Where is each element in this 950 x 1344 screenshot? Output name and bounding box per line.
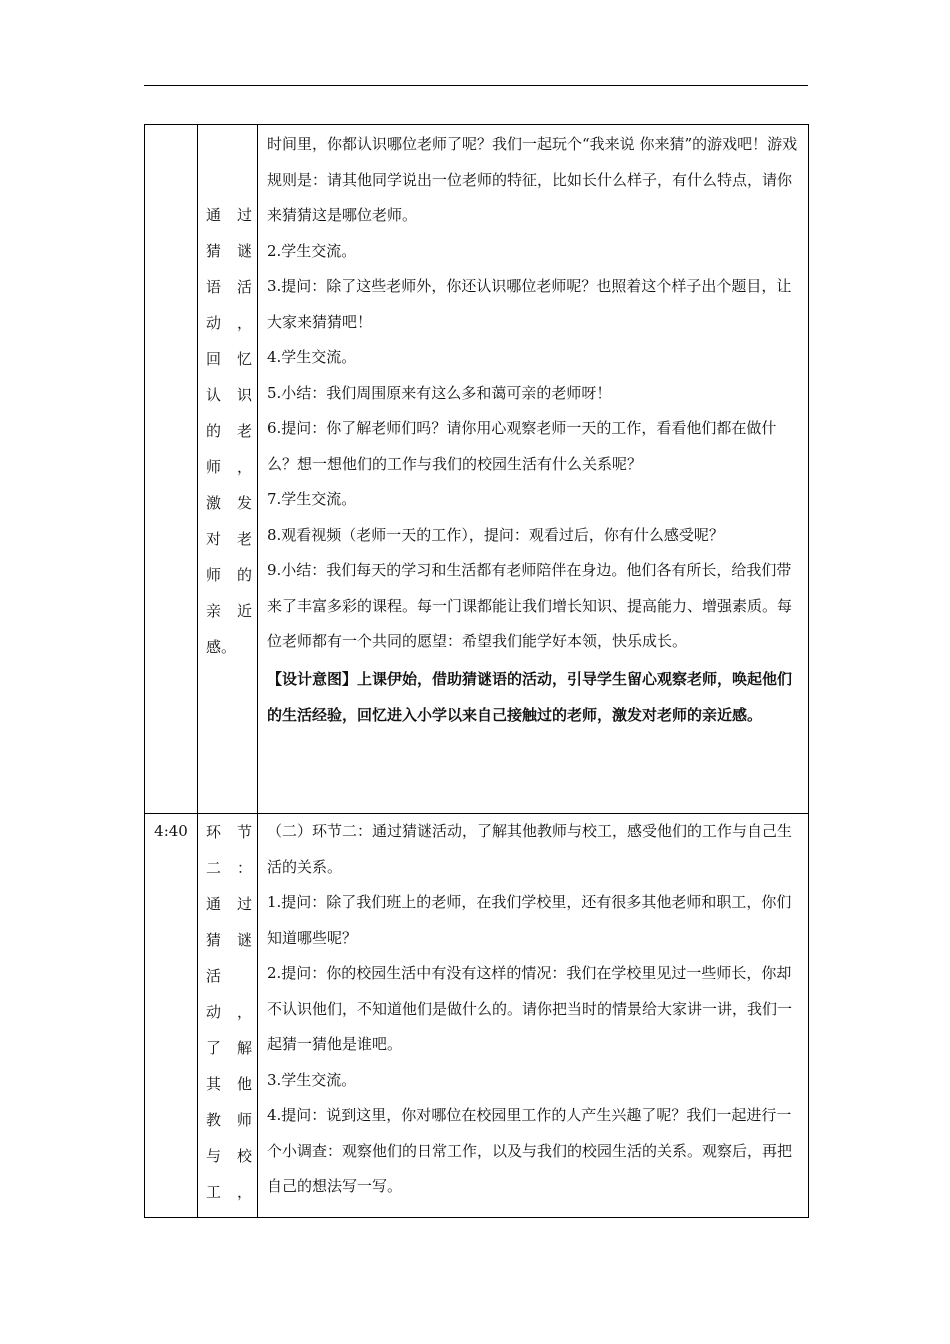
stage-line: 激 发 <box>206 494 252 512</box>
stage-line: 通 过 <box>206 895 252 913</box>
stage-line: 猜 谜 <box>206 242 252 260</box>
stage-line: 通 过 <box>206 206 252 224</box>
stage-cell <box>198 125 258 814</box>
lesson-plan-table <box>144 124 809 1218</box>
time-cell <box>145 814 198 1218</box>
stage-line: 与 校 <box>206 1147 252 1165</box>
content-paragraph: 9.小结：我们每天的学习和生活都有老师陪伴在身边。他们各有所长，给我们带来了丰富多彩的课程。每一门课都能让我们增长知识、提高能力、增强素质。每位老师都有一个共同的愿望：希望我们能学好本领，快乐成长。 <box>267 561 793 650</box>
content-cell <box>258 814 809 1218</box>
content-paragraph: 时间里，你都认识哪位老师了呢？我们一起玩个“我来说 你来猜”的游戏吧！游戏规则是：请其他同学说出一位老师的特征，比如长什么样子，有什么特点，请你来猜猜这是哪位老师。 <box>267 135 798 224</box>
table-row <box>145 814 809 1218</box>
stage-line: 的 老 <box>206 422 252 440</box>
stage-line: 动， <box>206 1003 252 1021</box>
content-paragraph: 2.提问：你的校园生活中有没有这样的情况：我们在学校里见过一些师长，你却不认识他们，不知道他们是做什么的。请你把当时的情景给大家讲一讲，我们一起猜一猜他是谁吧。 <box>267 964 793 1053</box>
content-paragraph: 3.学生交流。 <box>267 1070 357 1089</box>
stage-cell <box>198 814 258 1218</box>
design-intent: 【设计意图】上课伊始，借助猜谜语的活动，引导学生留心观察老师，唤起他们的生活经验，回忆进入小学以来自己接触过的老师，激发对老师的亲近感。 <box>267 669 793 724</box>
content-paragraph: 5.小结：我们周围原来有这么多和蔼可亲的老师呀！ <box>267 383 612 402</box>
stage-line: 对 老 <box>206 530 252 548</box>
content-paragraph: 8.观看视频（老师一天的工作），提问：观看过后，你有什么感受呢？ <box>267 525 724 544</box>
stage-line: 师 的 <box>206 566 252 584</box>
content-cell <box>258 125 809 814</box>
content-paragraph: 4.提问：说到这里，你对哪位在校园里工作的人产生兴趣了呢？我们一起进行一个小调查：观察他们的日常工作，以及与我们的校园生活的关系。观察后，再把自己的想法写一写。 <box>267 1106 793 1195</box>
stage-line: 环 节 <box>206 823 252 841</box>
content-paragraph: 2.学生交流。 <box>267 241 357 260</box>
stage-line: 活 <box>206 967 222 985</box>
stage-line: 语 活 <box>206 278 252 296</box>
content-paragraph: 1.提问：除了我们班上的老师，在我们学校里，还有很多其他老师和职工，你们知道哪些呢？ <box>267 893 792 947</box>
stage-line: 了 解 <box>206 1039 252 1057</box>
content-paragraph: 3.提问：除了这些老师外，你还认识哪位老师呢？也照着这个样子出个题目，让大家来猜猜吧！ <box>267 277 792 331</box>
stage-line: 亲 近 <box>206 602 252 620</box>
stage-line: 二 ： <box>206 859 252 877</box>
time-value: 4:40 <box>154 822 188 840</box>
stage-description <box>198 814 257 1210</box>
stage-line: 其 他 <box>206 1075 252 1093</box>
time-cell <box>145 125 198 814</box>
table-row <box>145 125 809 814</box>
stage-line: 认 识 <box>206 386 252 404</box>
stage-line: 师， <box>206 458 252 476</box>
content-paragraph: （二）环节二：通过猜谜活动，了解其他教师与校工，感受他们的工作与自己生活的关系。 <box>267 822 793 876</box>
content-paragraph: 4.学生交流。 <box>267 348 357 366</box>
stage-line: 教 师 <box>206 1111 252 1129</box>
stage-line: 猜 谜 <box>206 931 252 949</box>
stage-line: 感。 <box>206 638 237 656</box>
stage-line: 工， <box>206 1183 252 1201</box>
content-paragraph: 6.提问：你了解老师们吗？请你用心观察老师一天的工作，看看他们都在做什么？想一想他们的工作与我们的校园生活有什么关系呢？ <box>267 419 777 473</box>
stage-line: 回 忆 <box>206 350 252 368</box>
content-paragraph: 7.学生交流。 <box>267 490 357 508</box>
header-rule <box>144 85 808 86</box>
stage-description <box>198 125 257 665</box>
stage-line: 动， <box>206 314 252 332</box>
